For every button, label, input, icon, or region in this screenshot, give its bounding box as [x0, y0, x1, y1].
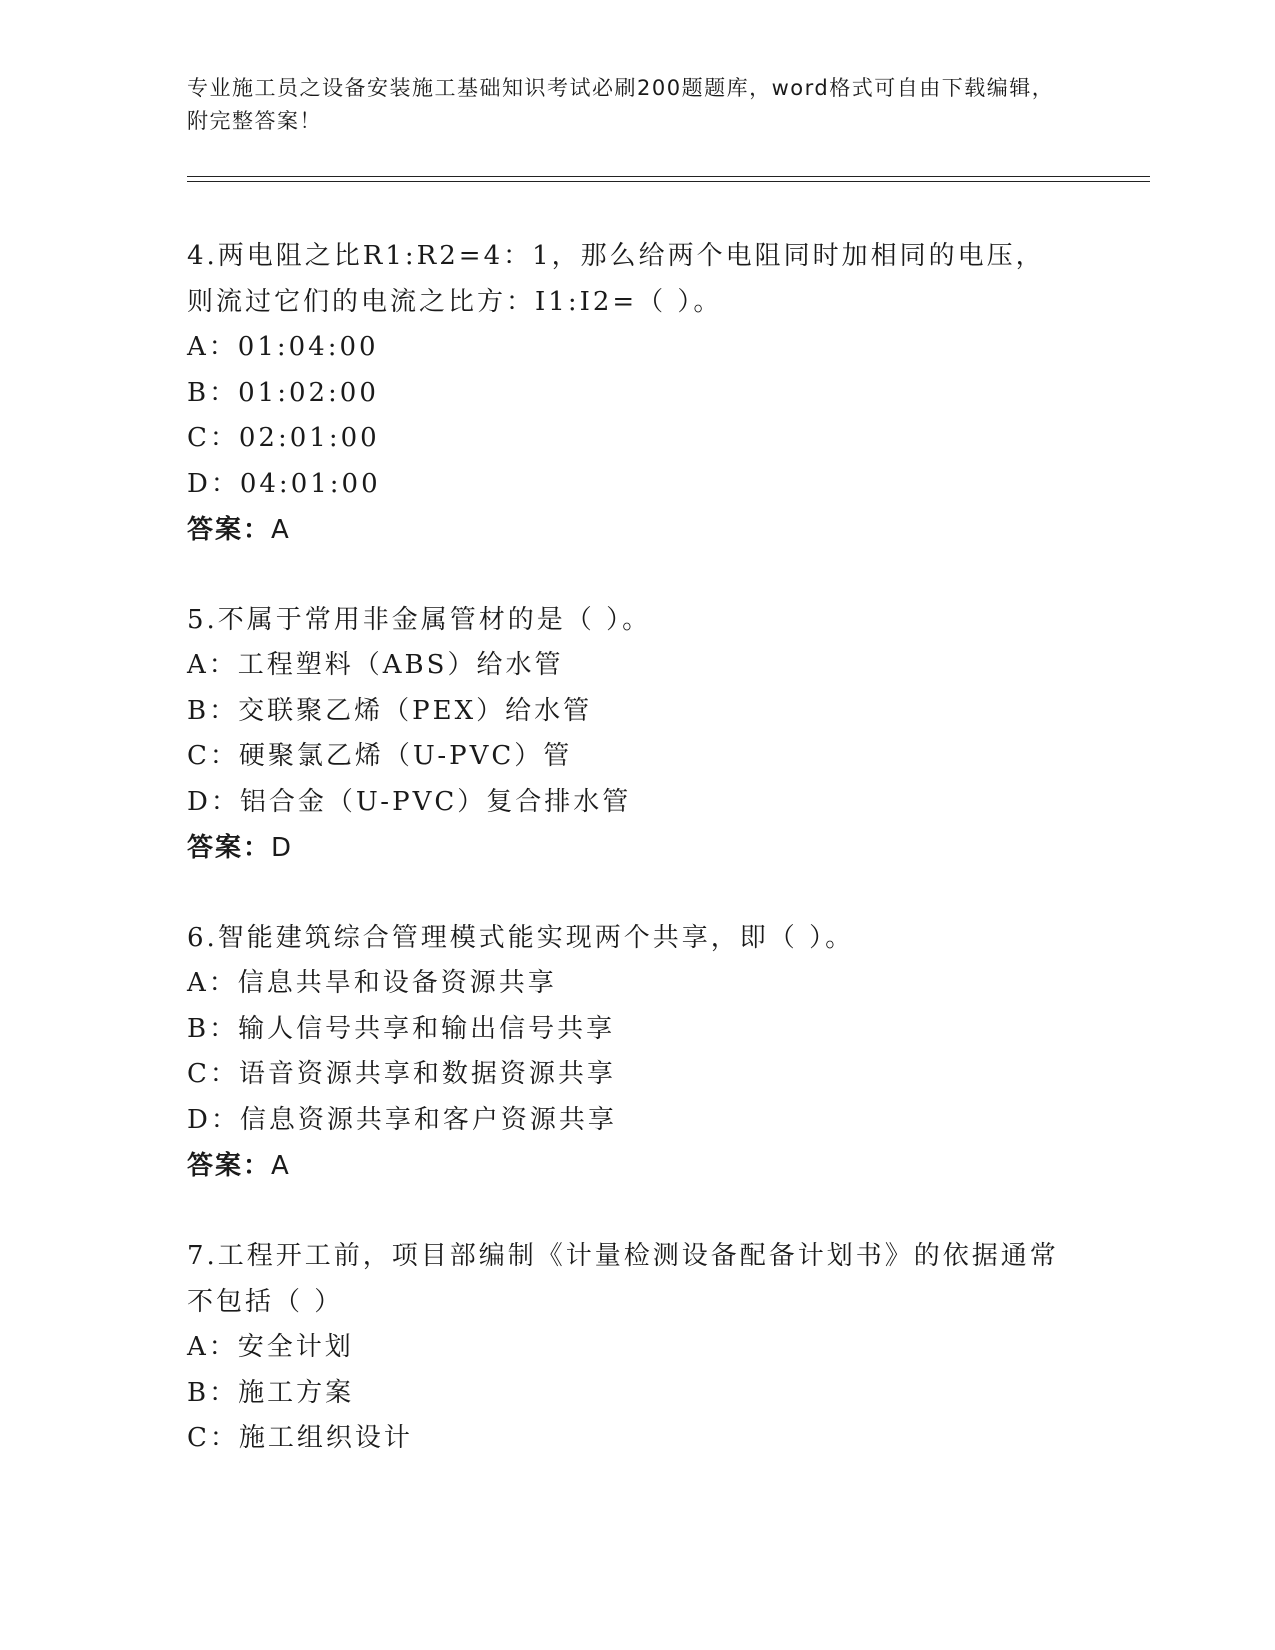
option-a: A：01:04:00 — [187, 332, 379, 362]
question-stem: 6.智能建筑综合管理模式能实现两个共享，即（ ）。 — [187, 923, 855, 953]
option-c: C：硬聚氯乙烯（U-PVC）管 — [187, 741, 573, 771]
option-b: B：01:02:00 — [187, 377, 379, 408]
option-d: D：04:01:00 — [187, 468, 381, 499]
option-b: B：施工方案 — [187, 1377, 355, 1408]
option-c: C：语音资源共享和数据资源共享 — [187, 1059, 616, 1089]
answer-label: 答案： — [187, 833, 272, 863]
option-a: A：工程塑料（ABS）给水管 — [187, 650, 564, 680]
question-stem: 5.不属于常用非金属管材的是（ ）。 — [187, 605, 652, 635]
answer-value: D — [271, 833, 294, 863]
option-b: B：交联聚乙烯（PEX）给水管 — [187, 695, 593, 726]
option-c: C：02:01:00 — [187, 423, 380, 453]
option-a: A：信息共旱和设备资源共享 — [187, 968, 557, 998]
option-c: C：施工组织设计 — [187, 1423, 413, 1453]
answer-label: 答案： — [187, 1151, 272, 1181]
answer — [187, 1143, 1067, 1189]
document-header: 专业施工员之设备安装施工基础知识考试必刷200题题库，word格式可自由下载编辑，附完整答案！ — [187, 76, 1055, 133]
question-stem: 7.工程开工前，项目部编制《计量检测设备配备计划书》的依据通常不包括（ ） — [187, 1241, 1059, 1317]
option-d: D：铝合金（U-PVC）复合排水管 — [187, 786, 632, 817]
question-7 — [187, 1233, 1067, 1462]
answer-label: 答案： — [187, 515, 272, 545]
question-4 — [187, 233, 1067, 553]
question-stem: 4.两电阻之比R1:R2=4：1，那么给两个电阻同时加相同的电压，则流过它们的电流之比方：I1:I2=（ ）。 — [187, 241, 1045, 317]
answer-value: A — [271, 1151, 291, 1181]
answer-value: A — [271, 515, 291, 545]
option-a: A：安全计划 — [187, 1332, 354, 1362]
option-b: B：输人信号共享和输出信号共享 — [187, 1013, 616, 1044]
answer — [187, 825, 1067, 871]
question-6 — [187, 915, 1067, 1189]
answer — [187, 507, 1067, 553]
header-divider-bottom — [187, 181, 1150, 182]
header-divider-top — [187, 176, 1150, 177]
question-5 — [187, 597, 1067, 871]
option-d: D：信息资源共享和客户资源共享 — [187, 1104, 617, 1135]
